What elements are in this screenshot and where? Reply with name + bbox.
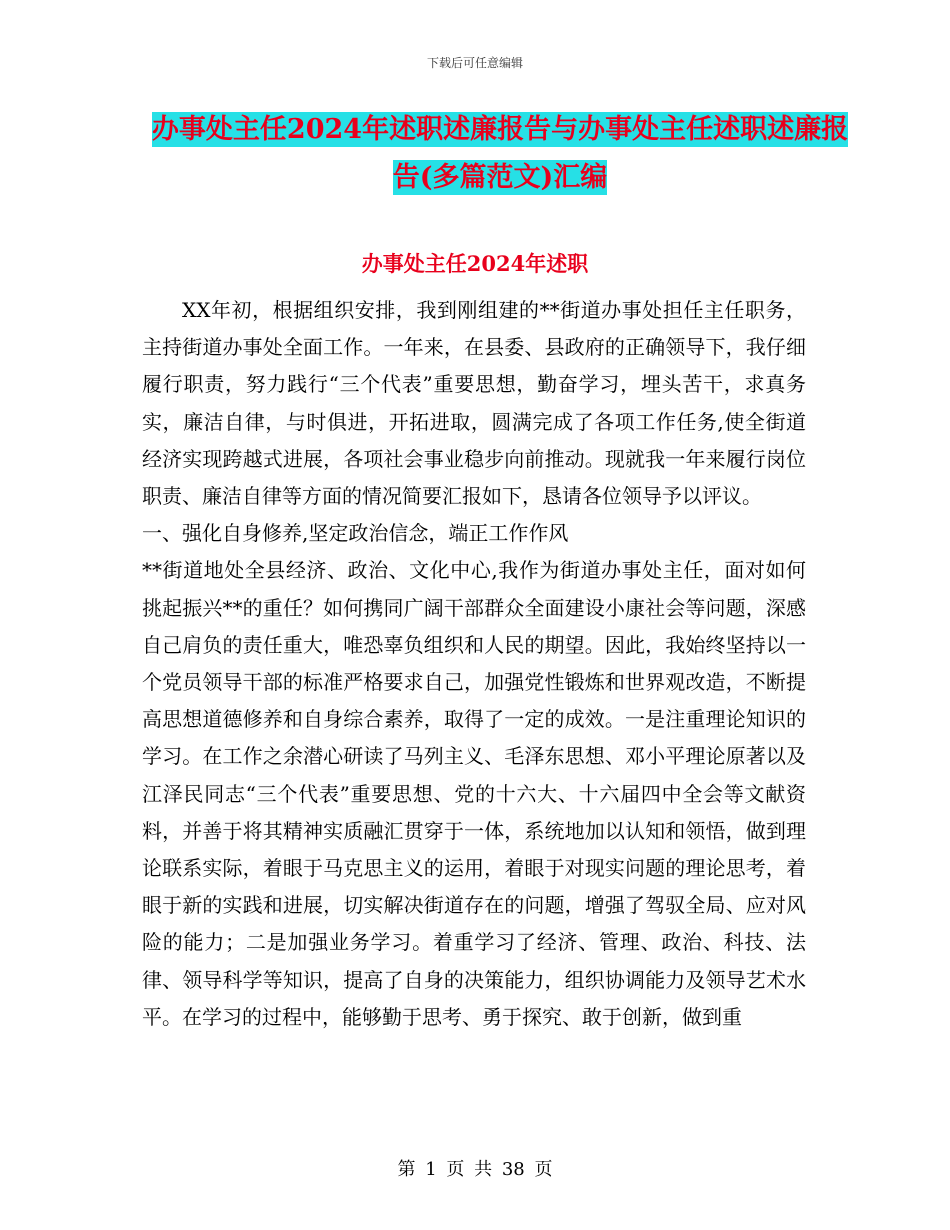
paragraph-intro: XX年初，根据组织安排，我到刚组建的**街道办事处担任主任职务，主持街道办事处全面工作。一年来，在县委、县政府的正确领导下，我仔细履行职责，努力践行“三个代表”重要思想，勤奋学习，埋头苦干，求真务实，廉洁自律，与时俱进，开拓进取，圆满完成了各项工作任务,使全街道经济实现跨越式进展，各项社会事业稳步向前推动。现就我一年来履行岗位职责、廉洁自律等方面的情况简要汇报如下，恳请各位领导予以评议。	[142, 298, 806, 509]
document-title	[150, 106, 850, 202]
page-header-note: 下载后可任意编辑	[426, 56, 523, 70]
paragraph-section-1: **街道地处全县经济、政治、文化中心,我作为街道办事处主任，面对如何挑起振兴**的重任？如何携同广阔干部群众全面建设小康社会等问题，深感自己肩负的责任重大，唯恐辜负组织和人民的期望。因此，我始终坚持以一个党员领导干部的标准严格要求自己，加强党性锻炼和世界观改造，不断提高思想道德修养和自身综合素养，取得了一定的成效。一是注重理论知识的学习。在工作之余潜心研读了马列主义、毛泽东思想、邓小平理论原著以及江泽民同志“三个代表”重要思想、党的十六大、十六届四中全会等文献资料，并善于将其精神实质融汇贯穿于一体，系统地加以认知和领悟，做到理论联系实际，着眼于马克思主义的运用，着眼于对现实问题的理论思考，着眼于新的实践和进展，切实解决街道存在的问题，增强了驾驭全局、应对风险的能力；二是加强业务学习。着重学习了经济、管理、政治、科技、法律、领导科学等知识，提高了自身的决策能力，组织协调能力及领导艺术水平。在学习的过程中，能够勤于思考、勇于探究、敢于创新，做到重	[142, 558, 806, 1029]
page-number-footer: 第 1 页 共 38 页	[397, 1159, 553, 1180]
section-title: 办事处主任2024年述职	[361, 251, 589, 276]
document-title-text: 办事处主任2024年述职述廉报告与办事处主任述职述廉报告(多篇范文)汇编	[151, 114, 849, 193]
document-body	[142, 292, 806, 1036]
section-heading-1: 一、强化自身修养,坚定政治信念，端正工作作风	[142, 521, 569, 546]
